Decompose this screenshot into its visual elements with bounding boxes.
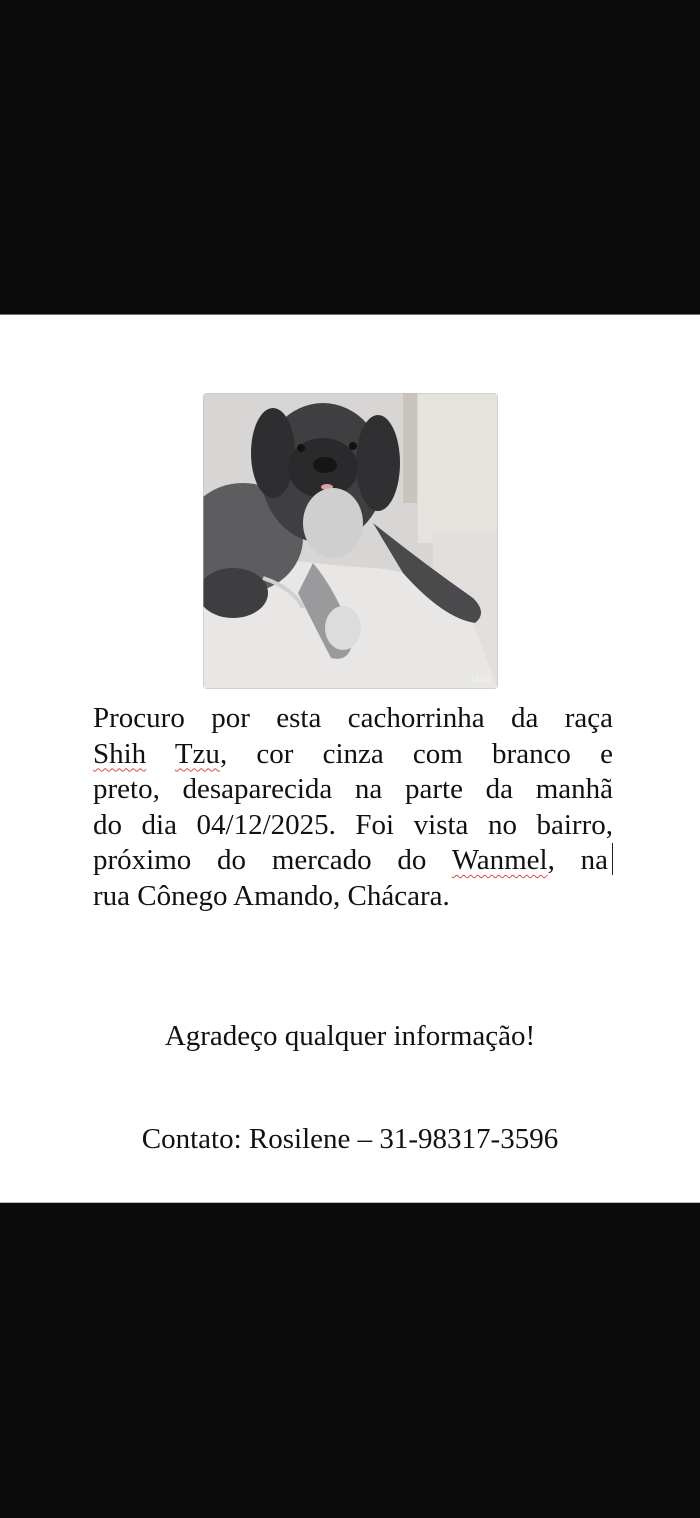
bottom-black-band [0, 1203, 700, 1518]
description-line-6: rua Cônego Amando, Chácara. [93, 879, 450, 912]
dog-photo [203, 393, 498, 689]
contact-info: Contato: Rosilene – 31-98317-3596 [141, 1123, 559, 1155]
spellcheck-word[interactable]: Tzu [174, 737, 220, 770]
top-black-band [0, 0, 700, 314]
description-line-4: do dia 04/12/2025. Foi vista no bairro, [93, 808, 613, 841]
description-line-3: preto, desaparecida na parte da manhã [93, 773, 613, 805]
photo-timestamp: 14:02 [469, 675, 490, 684]
description-line-2: Shih Tzu, cor cinza com branco e [93, 737, 613, 770]
dog-photo-illustration [203, 393, 498, 689]
thanks-message: Agradeço qualquer informação! [164, 1020, 536, 1052]
spellcheck-word[interactable]: Shih [93, 737, 147, 770]
spellcheck-word[interactable]: Wanmel [451, 844, 548, 876]
text-cursor [612, 843, 613, 875]
description-line-5: próximo do mercado do Wanmel, na [93, 843, 613, 879]
flyer-page [0, 314, 700, 1203]
flyer-description [93, 701, 613, 914]
description-line-1: Procuro por esta cachorrinha da raça [93, 702, 613, 734]
